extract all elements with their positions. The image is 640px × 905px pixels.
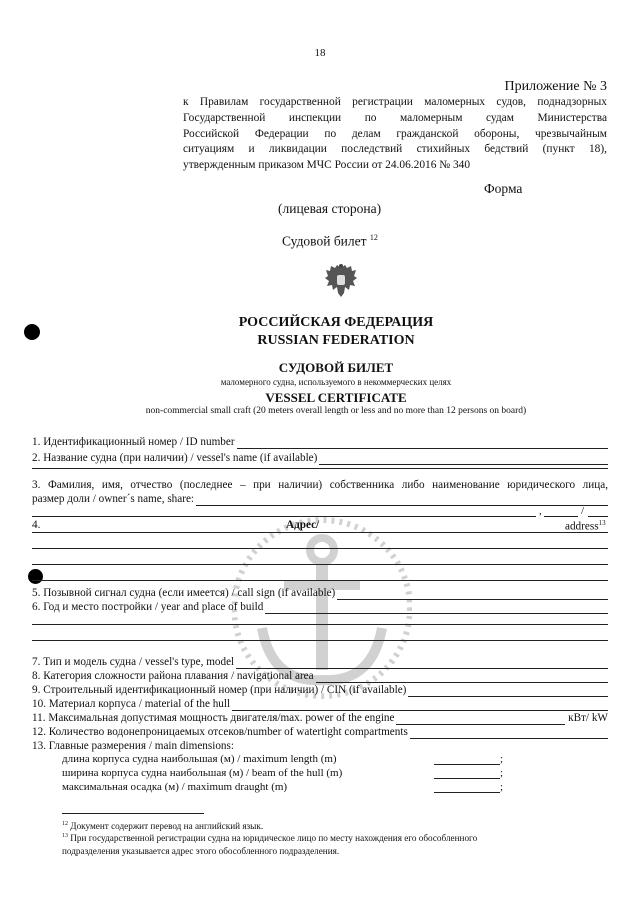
subtitle-ru: маломерного судна, используемого в некоммерческих целях — [220, 377, 452, 387]
footnote-ref: 13 — [62, 833, 68, 839]
owner-separator: / — [581, 505, 585, 517]
field-input[interactable] — [196, 495, 608, 506]
blank-line[interactable] — [32, 640, 608, 641]
field-navigational-area — [32, 670, 608, 683]
field-id-number — [32, 436, 608, 449]
rf-ru: РОССИЙСКАЯ ФЕДЕРАЦИЯ — [238, 315, 434, 330]
title-ru: СУДОВОЙ БИЛЕТ — [278, 360, 394, 375]
appendix-line: к Правилам государственной регистрации маломерных судов, поднадзорных — [183, 96, 607, 108]
field-call-sign — [32, 587, 608, 600]
dim-length: длина корпуса судна наибольшая (м) / maximum length (m) — [62, 753, 337, 765]
field-label: 6. Год и место постройки / year and place of build — [32, 601, 264, 613]
field-year-place — [32, 601, 608, 614]
certificate-label-text: Судовой билет — [282, 233, 367, 249]
field-input[interactable] — [410, 728, 608, 739]
side-label: (лицевая сторона) — [278, 201, 382, 216]
rf-en: RUSSIAN FEDERATION — [257, 333, 415, 348]
field-input[interactable] — [237, 438, 608, 449]
field-label: 9. Строительный идентификационный номер (при наличии) / CIN (if available) — [32, 684, 407, 696]
blank-line[interactable] — [32, 624, 608, 625]
appendix-line: Государственной инспекции по маломерным судам Министерства — [183, 111, 607, 124]
field-input[interactable] — [408, 686, 608, 697]
dim-separator: ; — [500, 781, 504, 793]
field-address-number: 4. — [32, 519, 41, 531]
field-input[interactable] — [316, 672, 608, 683]
field-owner — [32, 493, 608, 506]
field-address-ru: Адрес/ — [286, 519, 320, 531]
blank-line[interactable] — [32, 580, 608, 581]
appendix-title: Приложение № 3 — [504, 79, 607, 94]
appendix-line: Российской Федерации по делам гражданской обороны, чрезвычайным — [183, 127, 607, 140]
unit-label: кВт/ kW — [568, 712, 608, 724]
field-input[interactable] — [232, 700, 608, 711]
dim-separator: ; — [500, 753, 504, 765]
footnote-text: При государственной регистрации судна на юридическое лицо по месту нахождения его обособленного — [70, 833, 478, 844]
title-en: VESSEL CERTIFICATE — [265, 390, 407, 405]
blank-line[interactable] — [32, 564, 608, 565]
punch-hole — [24, 324, 40, 340]
blank-line[interactable] — [32, 516, 536, 517]
field-label: 7. Тип и модель судна / vessel's type, model — [32, 656, 235, 668]
field-engine-power — [32, 712, 608, 725]
owner-separator: , — [539, 505, 542, 517]
appendix-line: утвержденным приказом МЧС России от 24.06.2016 № 340 — [183, 159, 471, 172]
appendix-description — [183, 95, 607, 174]
field-label: размер доли / owner´s name, share: — [32, 493, 195, 505]
dim-draught: максимальная осадка (м) / maximum draught (m) — [62, 781, 288, 793]
field-address-en — [565, 519, 606, 533]
field-label: 12. Количество водонепроницаемых отсеков/number of watertight compartments — [32, 726, 408, 738]
field-hull-material — [32, 698, 608, 711]
footnote-ref: 13 — [598, 519, 606, 527]
field-label: 5. Позывной сигнал судна (если имеется) / call sign (if available) — [32, 587, 336, 599]
coat-of-arms-icon — [324, 262, 358, 300]
dim-draught-input[interactable] — [434, 792, 500, 793]
field-input[interactable] — [396, 714, 565, 725]
field-cin — [32, 684, 608, 697]
field-label: 1. Идентификационный номер / ID number — [32, 436, 235, 448]
field-label: 2. Название судна (при наличии) / vessel's name (if available) — [32, 452, 318, 464]
dim-length-input[interactable] — [434, 764, 500, 765]
field-owner-label: 3. Фамилия, имя, отчество (последнее – при наличии) собственника либо наименование юридического лица, — [32, 479, 608, 491]
footnote-ref: 12 — [369, 233, 378, 242]
page-number: 18 — [314, 47, 326, 59]
form-label: Форма — [484, 181, 523, 196]
address-en-text: address — [565, 520, 599, 533]
field-vessel-name — [32, 452, 608, 465]
footnote-ref: 12 — [62, 821, 68, 827]
blank-line[interactable] — [32, 548, 608, 549]
field-label: 10. Материал корпуса / material of the hull — [32, 698, 231, 710]
field-input[interactable] — [319, 454, 608, 465]
footnote-divider — [62, 813, 204, 814]
field-type-model — [32, 656, 608, 669]
punch-hole — [28, 569, 43, 584]
certificate-label — [282, 233, 378, 250]
field-main-dimensions — [32, 740, 608, 753]
field-label: 8. Категория сложности района плавания / navigational area — [32, 670, 314, 682]
footnote-13 — [62, 830, 562, 857]
blank-line[interactable] — [588, 516, 608, 517]
field-input[interactable] — [265, 603, 608, 614]
dim-beam-input[interactable] — [434, 778, 500, 779]
footnote-text: подразделения указывается адрес этого обособленного подразделения. — [62, 845, 340, 856]
blank-line[interactable] — [32, 468, 608, 469]
field-compartments — [32, 726, 608, 739]
subtitle-en: non-commercial small craft (20 meters overall length or less and no more than 12 persons on board) — [145, 406, 527, 416]
field-input[interactable] — [337, 589, 608, 600]
footnote-text: Документ содержит перевод на английский язык. — [70, 821, 264, 832]
field-label: 11. Максимальная допустимая мощность двигателя/max. power of the engine — [32, 712, 395, 724]
blank-line[interactable] — [544, 516, 578, 517]
appendix-line: ситуациям и ликвидации последствий стихийных бедствий (пункт 18), — [183, 143, 607, 156]
field-input[interactable] — [236, 658, 608, 669]
dim-separator: ; — [500, 767, 504, 779]
dim-beam: ширина корпуса судна наибольшая (м) / beam of the hull (m) — [62, 767, 343, 779]
field-label: 13. Главные размерения / main dimensions: — [32, 740, 234, 752]
blank-line[interactable] — [32, 532, 608, 533]
